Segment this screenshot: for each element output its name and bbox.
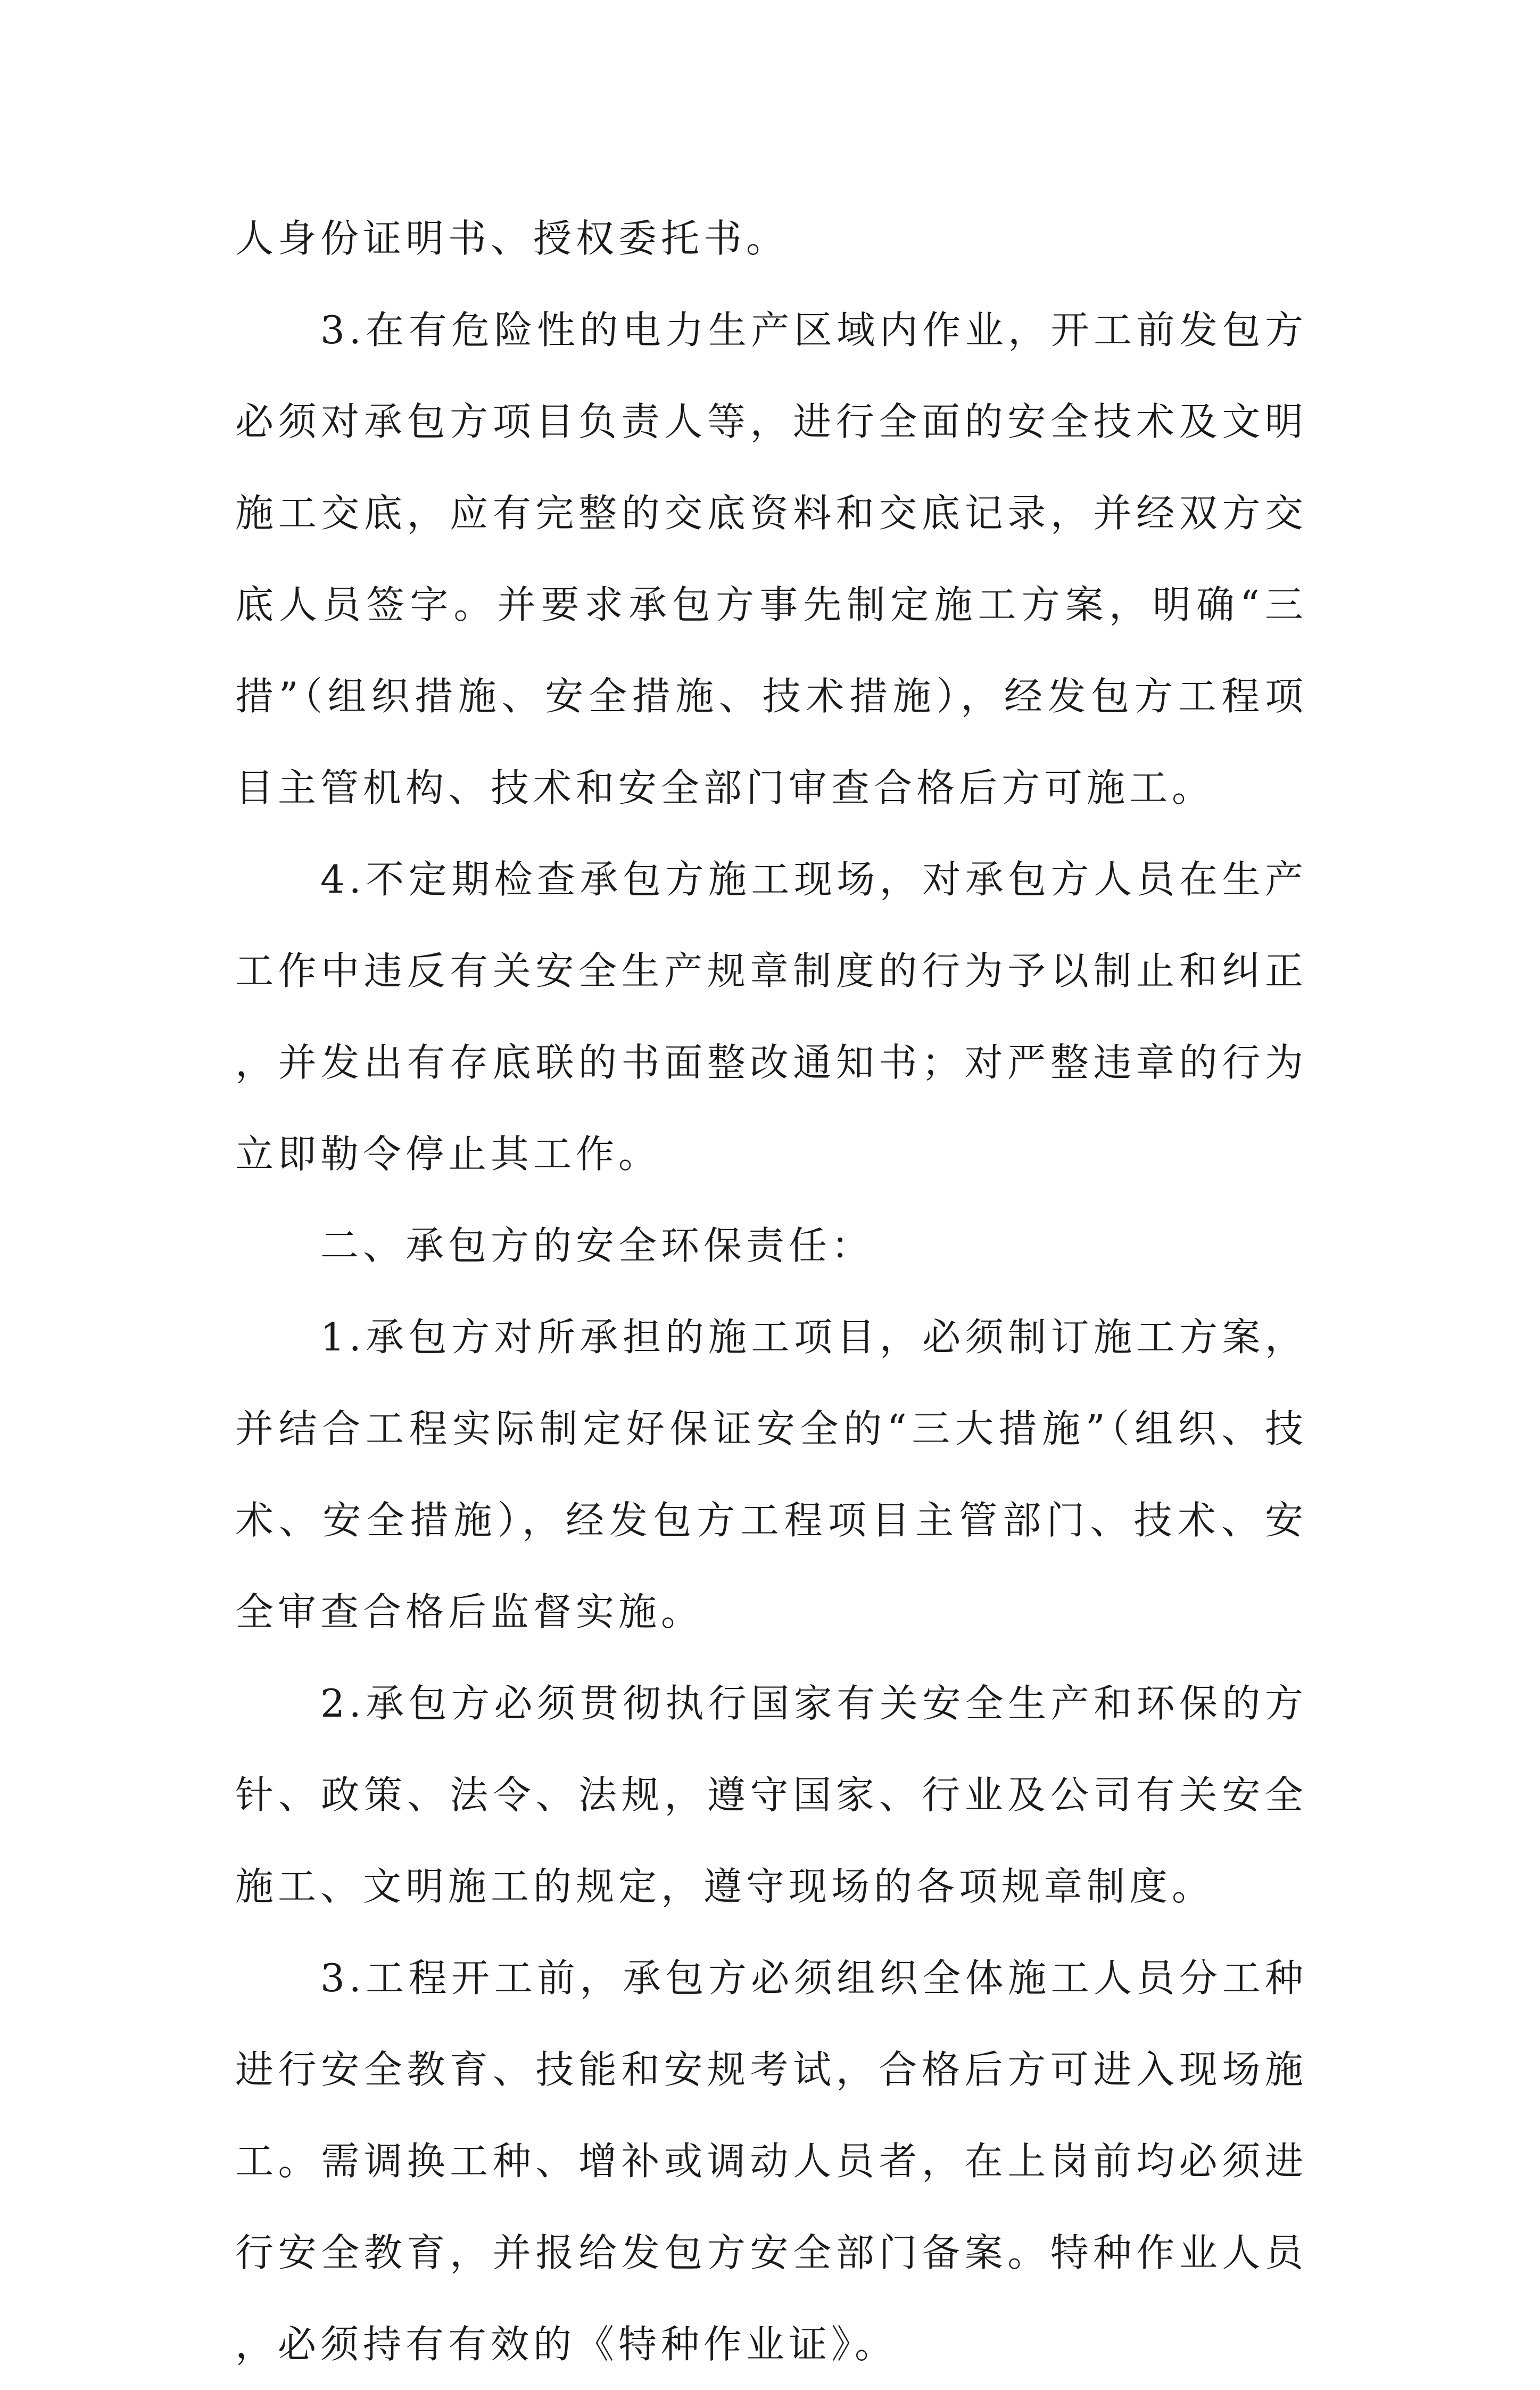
paragraph-3: 4.不定期检查承包方施工现场，对承包方人员在生产工作中违反有关安全生产规章制度的行为予以制止和纠正，并发出有存底联的书面整改通知书；对严整违章的行为立即勒令停止其工作。: [235, 857, 1307, 1176]
section-heading: 二、承包方的安全环保责任：: [320, 1223, 874, 1268]
paragraph-5: 1.承包方对所承担的施工项目，必须制订施工方案，并结合工程实际制定好保证安全的“三大措施”（组织、技术、安全措施），经发包方工程项目主管部门、技术、安全审查合格后监督实施。: [235, 1315, 1307, 1634]
paragraph-2: 3.在有危险性的电力生产区域内作业，开工前发包方必须对承包方项目负责人等，进行全面的安全技术及文明施工交底，应有完整的交底资料和交底记录，并经双方交底人员签字。并要求承包方事先制定施工方案，明确“三措”（组织措施、安全措施、技术措施），经发包方工程项目主管机构、技术和安全部门审查合格后方可施工。: [235, 308, 1307, 810]
document-body: [235, 193, 1307, 2390]
paragraph-1: 人身份证明书、授权委托书。: [235, 216, 789, 261]
paragraph-7: 3.工程开工前，承包方必须组织全体施工人员分工种进行安全教育、技能和安规考试，合格后方可进入现场施工。需调换工种、增补或调动人员者，在上岗前均必须进行安全教育，并报给发包方安全部门备案。特种作业人员，必须持有有效的《特种作业证》。: [235, 1956, 1307, 2367]
paragraph-6: 2.承包方必须贯彻执行国家有关安全生产和环保的方针、政策、法令、法规，遵守国家、行业及公司有关安全施工、文明施工的规定，遵守现场的各项规章制度。: [235, 1681, 1307, 1909]
